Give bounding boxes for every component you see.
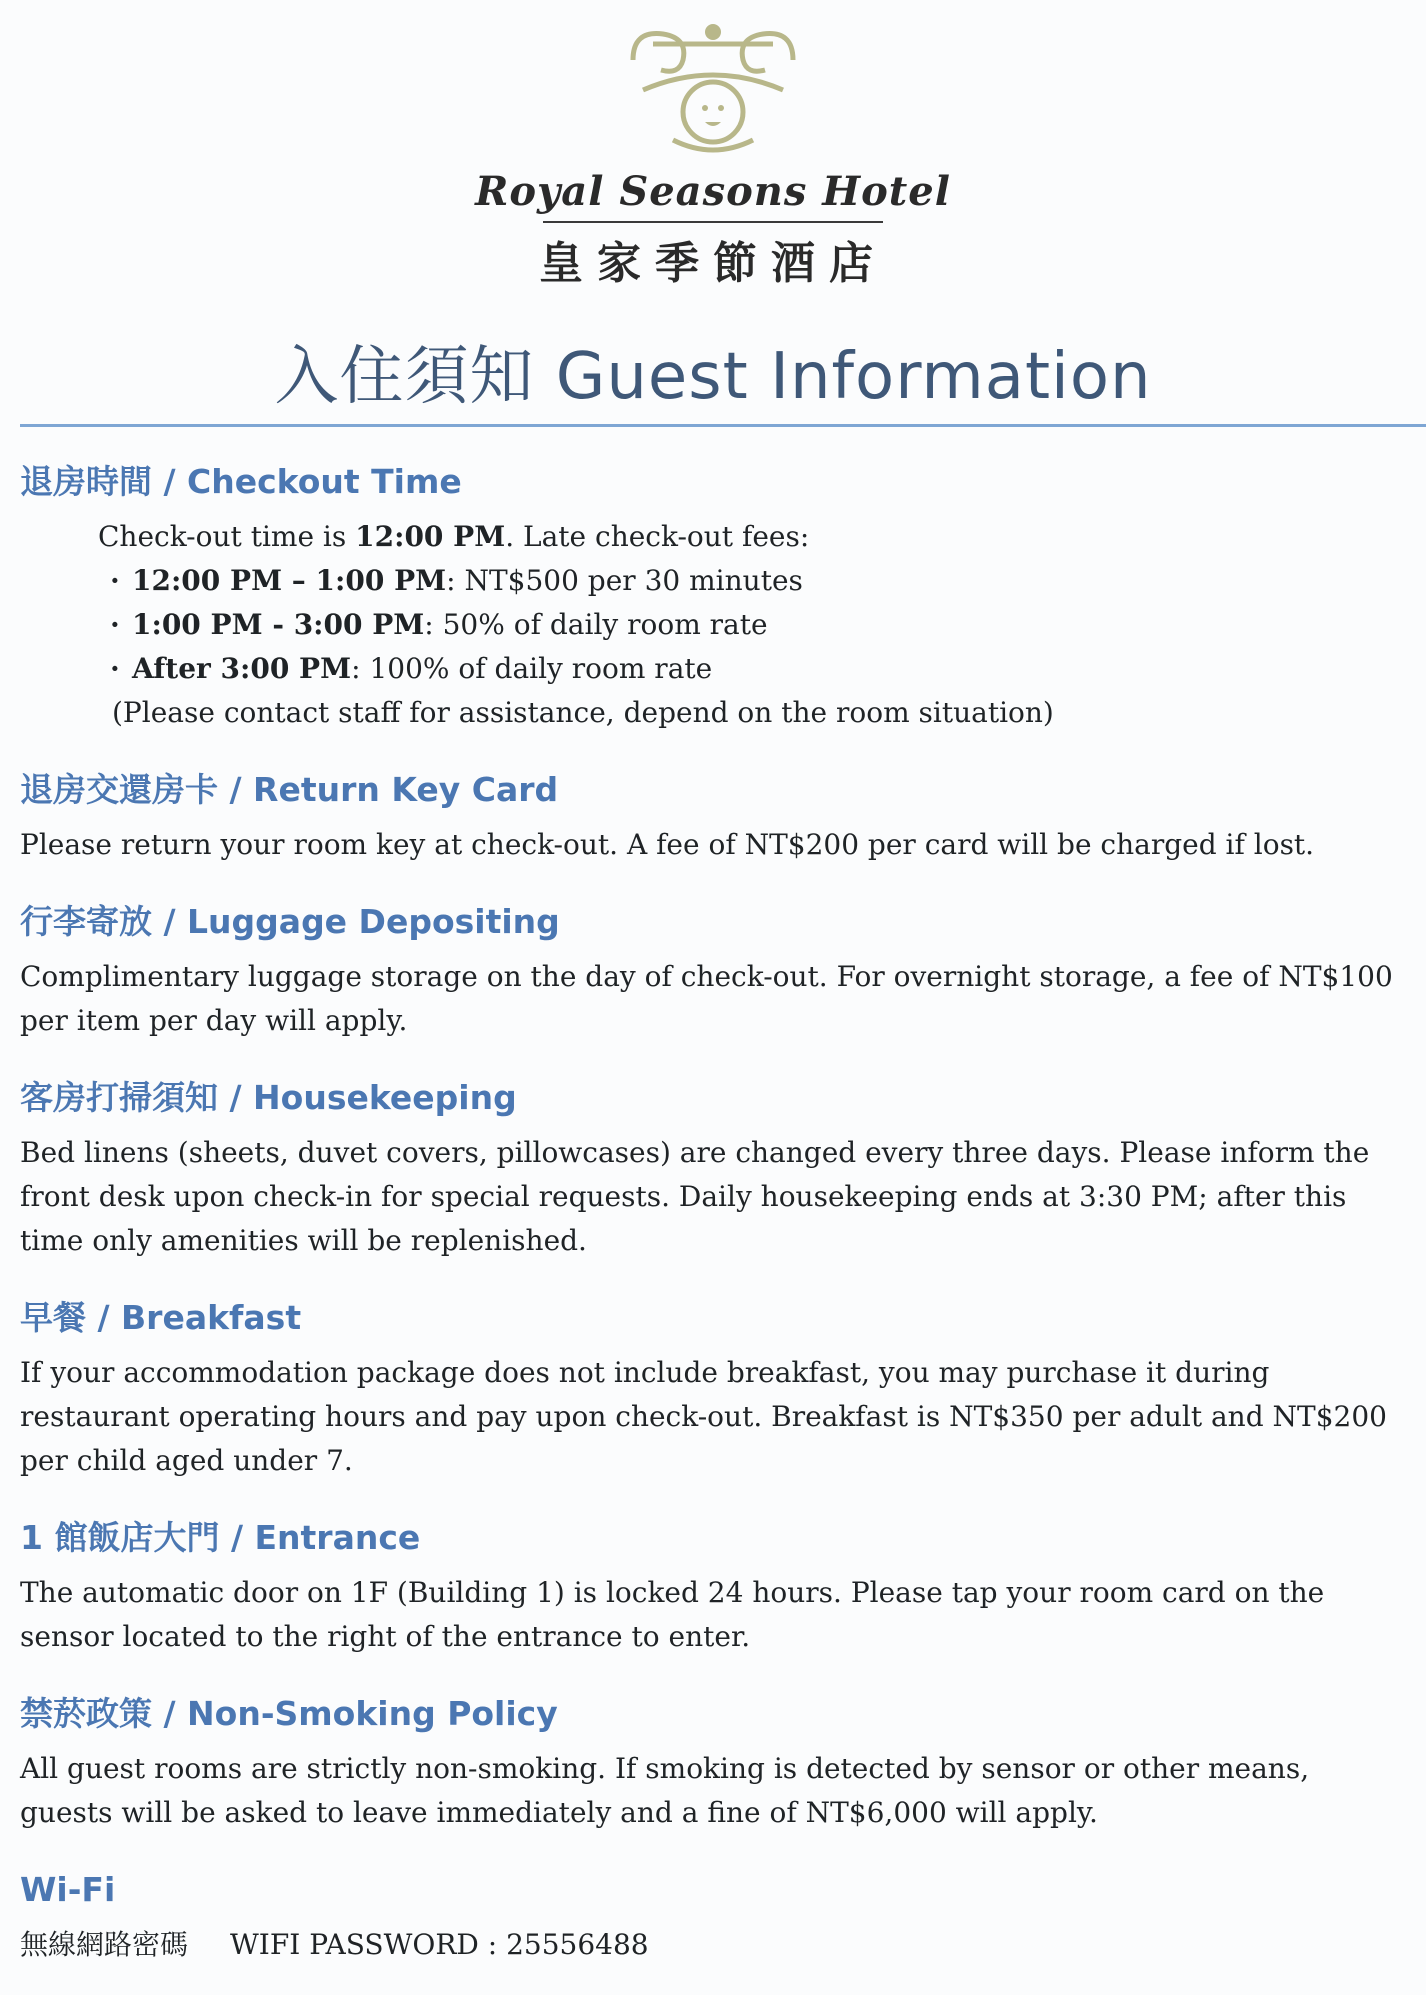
wifi-label-zh: 無線網路密碼 bbox=[20, 1928, 189, 1961]
section-title: 1 館飯店大門 / Entrance bbox=[20, 1518, 421, 1557]
brand-divider bbox=[543, 221, 883, 223]
section-body: The automatic door on 1F (Building 1) is locked 24 hours. Please tap your room card on the sensor located to the right of the entrance to enter. bbox=[20, 1576, 1325, 1653]
section-checkout bbox=[20, 455, 1410, 735]
section-wifi bbox=[20, 1863, 1410, 1967]
wifi-password: WIFI PASSWORD : 25556488 bbox=[230, 1928, 649, 1961]
section-title: 行李寄放 / Luggage Depositing bbox=[20, 902, 560, 941]
title-divider bbox=[20, 424, 1426, 427]
section-entrance bbox=[20, 1511, 1410, 1659]
brand-name-en: Royal Seasons Hotel bbox=[475, 168, 951, 215]
wifi-password-row bbox=[20, 1923, 1410, 1967]
hotel-logo bbox=[0, 20, 1426, 291]
section-body: If your accommodation package does not include breakfast, you may purchase it during restaurant operating hours and pay upon check-out. Breakfast is NT$350 per adult and NT$200 per child aged under 7. bbox=[20, 1356, 1387, 1477]
list-item bbox=[132, 647, 1410, 691]
fee-period: 1:00 PM - 3:00 PM bbox=[132, 608, 425, 641]
section-body: Bed linens (sheets, duvet covers, pillowcases) are changed every three days. Please inform the front desk upon check-in for special requests. Daily housekeeping ends at 3:30 PM; after this time only amenities will be replenished. bbox=[20, 1136, 1370, 1257]
fee-amount: : 50% of daily room rate bbox=[424, 608, 768, 641]
checkout-time: 12:00 PM bbox=[355, 520, 506, 553]
checkout-intro-post: . Late check-out fees: bbox=[505, 520, 810, 553]
section-title: 客房打掃須知 / Housekeeping bbox=[20, 1078, 517, 1117]
fee-amount: : NT$500 per 30 minutes bbox=[446, 564, 803, 597]
fee-period: After 3:00 PM bbox=[132, 652, 352, 685]
section-title: Wi-Fi bbox=[20, 1870, 116, 1909]
lion-crest-icon bbox=[613, 20, 813, 160]
page-title: 入住須知 Guest Information bbox=[274, 340, 1152, 414]
sections bbox=[20, 455, 1410, 1995]
brand-name-zh: 皇家季節酒店 bbox=[539, 238, 887, 289]
section-title: 退房交還房卡 / Return Key Card bbox=[20, 770, 559, 809]
section-luggage bbox=[20, 895, 1410, 1043]
checkout-note: (Please contact staff for assistance, depend on the room situation) bbox=[112, 696, 1054, 729]
section-title: 退房時間 / Checkout Time bbox=[20, 462, 462, 501]
section-body: Complimentary luggage storage on the day of check-out. For overnight storage, a fee of NT$100 per item per day will apply. bbox=[20, 960, 1393, 1037]
section-title: 禁菸政策 / Non-Smoking Policy bbox=[20, 1694, 558, 1733]
section-non-smoking bbox=[20, 1687, 1410, 1835]
section-return-key-card bbox=[20, 763, 1410, 867]
checkout-intro bbox=[20, 515, 1410, 559]
checkout-intro-pre: Check-out time is bbox=[98, 520, 356, 553]
section-title: 早餐 / Breakfast bbox=[20, 1298, 302, 1337]
section-breakfast bbox=[20, 1291, 1410, 1483]
section-body: All guest rooms are strictly non-smoking. If smoking is detected by sensor or other means, guests will be asked to leave immediately and a fine of NT$6,000 will apply. bbox=[20, 1752, 1310, 1829]
section-housekeeping bbox=[20, 1071, 1410, 1263]
fee-amount: : 100% of daily room rate bbox=[351, 652, 713, 685]
late-fee-list bbox=[20, 559, 1410, 691]
fee-period: 12:00 PM – 1:00 PM bbox=[132, 564, 447, 597]
list-item bbox=[132, 559, 1410, 603]
section-body: Please return your room key at check-out. A fee of NT$200 per card will be charged if lost. bbox=[20, 828, 1315, 861]
list-item bbox=[132, 603, 1410, 647]
